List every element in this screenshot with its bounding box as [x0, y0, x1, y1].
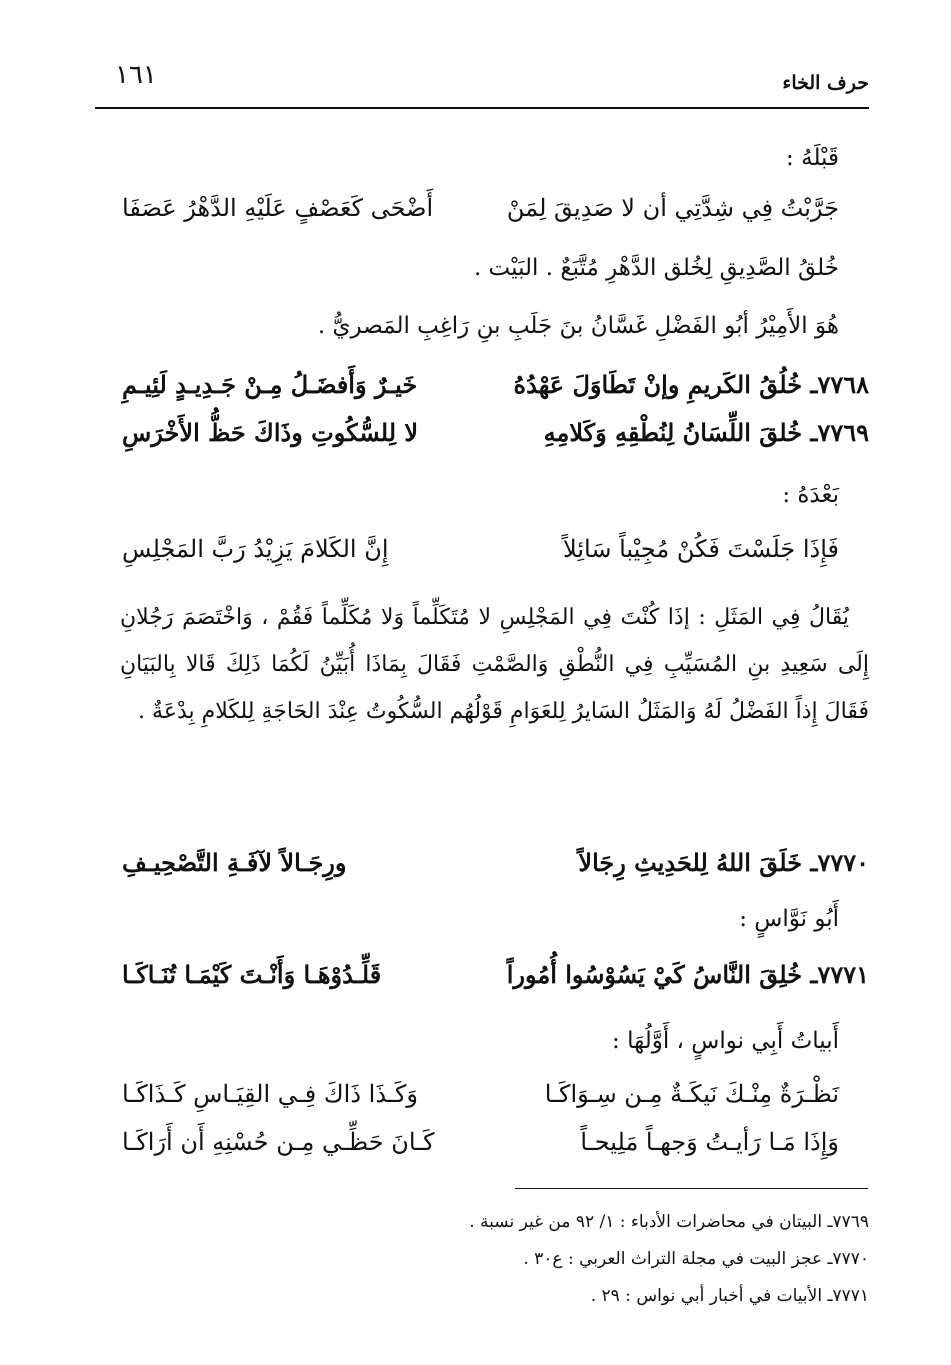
- footnote-7771: ٧٧٧١ـ الأبيات في أخبار أبي نواس : ٢٩ .: [590, 1286, 869, 1306]
- verse-poem-2-first-hemistich: وَإِذَا مَـا رَأيـتُ وَجهـاً مَلِيحـاً: [580, 1128, 839, 1156]
- footnote-7770: ٧٧٧٠ـ عجز البيت في مجلة التراث العربي : ع٣٠ .: [523, 1249, 869, 1269]
- poet-label: أَبُو نَوَّاسٍ :: [739, 906, 839, 932]
- paragraph-line: يُقَالُ فِي المَثَلِ : إذَا كُنْتَ فِي المَجْلِسِ لا مُتَكَلِّماً وَلا مُكَلِّماً فَقُمْ ، وَاخْتَصَمَ: [182, 605, 849, 630]
- verse-7769: [122, 418, 869, 464]
- verse-7770: [122, 848, 869, 894]
- verse-before-second-hemistich: أَضْحَى كَعَصْفٍ عَلَيْهِ الدَّهْرُ عَصَفَا: [122, 194, 434, 222]
- verse-7770-first-hemistich: ٧٧٧٠ـ خَلَقَ اللهُ لِلحَدِيثِ رِجَالاً: [578, 848, 869, 877]
- paragraph-line: رَجُلانِ إِلَى سَعِيدِ بنِ المُسَيِّبِ فِي النُّطْقِ وَالصَّمْتِ فَقَالَ بِمَاذَا أُبَيِّنُ لَكُمَا ذَلِكَ قَالا: [120, 605, 869, 677]
- intro-label: قَبْلَهُ :: [786, 145, 839, 171]
- paragraph-line: بِدْعَةٌ .: [138, 699, 195, 724]
- poem-intro: أَبياتُ أَبِي نواسٍ ، أَوَّلُهَا :: [612, 1028, 839, 1054]
- verse-7771-first-hemistich: ٧٧٧١ـ خُلِقَ النَّاسُ كَيْ يَسُوْسُوا أُمُوراً: [506, 960, 869, 989]
- verse-7771-second-hemistich: قَلِّـدُوْهَـا وَأَنْـتَ كَيْمَـا تُنَـاكَـا: [122, 960, 382, 989]
- verse-before-first-hemistich: جَرَّبْتُ فِي شِدَّتِي أن لا صَدِيقَ لِمَنْ: [506, 194, 839, 222]
- verse-poem-1-first-hemistich: نَظْـرَةٌ مِنْـكَ نَيكَـةٌ مِـن سِـوَاكَـا: [544, 1080, 839, 1108]
- page-number: ١٦١: [115, 60, 157, 90]
- verse-7770-second-hemistich: ورِجَـالاً لآفَـةِ التَّصْحِيـفِ: [122, 848, 347, 877]
- verse-7769-second-hemistich: لا لِلسُّكُوتِ وذَاكَ حَظُّ الأَخْرَسِ: [122, 418, 419, 447]
- verse-7768: [122, 370, 869, 416]
- verse-after-second-hemistich: إِنَّ الكَلامَ يَزِيْدُ رَبَّ المَجْلِسِ: [122, 535, 389, 563]
- proverb-paragraph: [120, 594, 869, 735]
- verse-before: [122, 194, 869, 240]
- verse-7771: [122, 960, 869, 1006]
- footnote-rule: [515, 1188, 868, 1189]
- verse-poem-2: [122, 1128, 869, 1174]
- verse-poem-2-second-hemistich: كَـانَ حَظِّـي مِـن حُسْنِهِ أَن أَرَاكَـا: [122, 1128, 435, 1156]
- verse-7768-first-hemistich: ٧٧٦٨ـ خُلُقُ الكَريمِ وإنْ تَطَاوَلَ عَهْدُهُ: [513, 370, 869, 399]
- running-head: حرف الخاء: [782, 72, 869, 94]
- header-rule: [95, 107, 869, 109]
- quote-line: خُلقُ الصَّدِيقِ لِخُلق الدَّهْرِ مُتَّبَعٌ . البَيْت .: [473, 255, 839, 281]
- verse-7768-second-hemistich: خَيـرٌ وَأَفضَـلُ مِـنْ جَـدِيـدٍ لَئِيـمِ: [122, 370, 418, 399]
- footnote-7769: ٧٧٦٩ـ البيتان في محاضرات الأدباء : ١/ ٩٢ من غير نسبة .: [469, 1212, 869, 1232]
- attribution-line: هُوَ الأَمِيْرُ أبُو الفَضْلِ غَسَّانُ بنَ جَلَبِ بنِ رَاغِبِ المَصريُّ .: [317, 313, 839, 339]
- verse-7769-first-hemistich: ٧٧٦٩ـ خُلقَ اللِّسَانُ لِنُطْقِهِ وَكَلامِهِ: [543, 418, 869, 447]
- page-header: [95, 58, 869, 108]
- verse-poem-1-second-hemistich: وَكَـذَا ذَاكَ فِـي القِيَـاسِ كَـذَاكَـا: [122, 1080, 418, 1108]
- verse-poem-1: [122, 1080, 869, 1126]
- verse-after-first-hemistich: فَإِذَا جَلَسْتَ فَكُنْ مُجِيْباً سَائِلاً: [563, 535, 839, 563]
- paragraph-line: بِالبَيَانِ فَقَالَ إِذاً الفَضْلُ لَهُ وَالمَثَلُ السَايرُ لِلعَوَامِ قَوْلُهُم السُّكُوتُ عِنْدَ الحَاجَةِ لِلكَلامِ: [120, 652, 869, 724]
- verse-after: [122, 535, 869, 581]
- after-label: بَعْدَهُ :: [782, 482, 839, 508]
